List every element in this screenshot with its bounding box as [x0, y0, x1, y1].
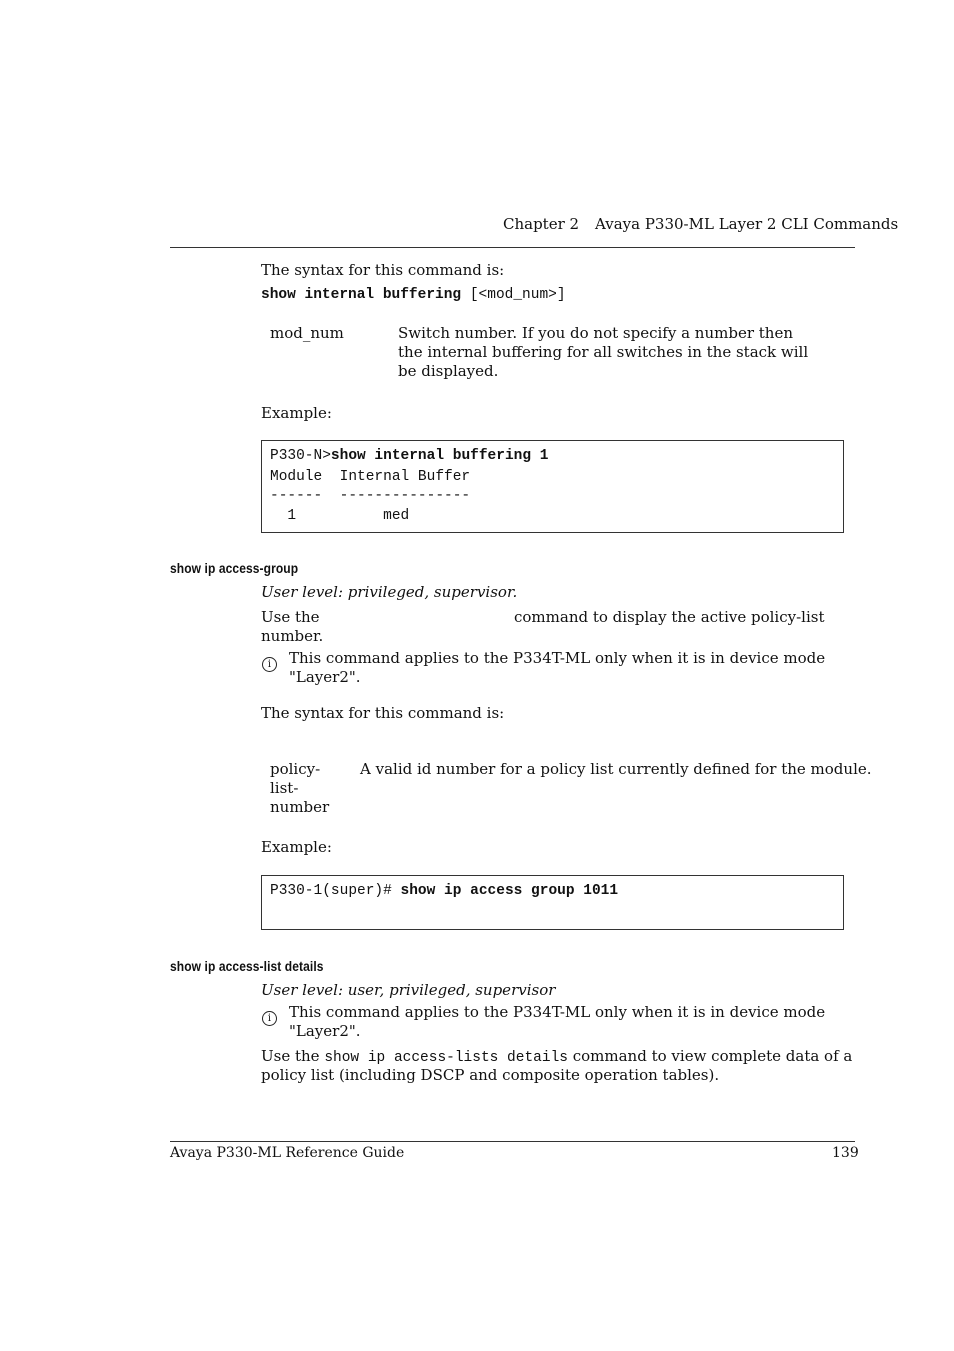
footer-guide-title: Avaya P330-ML Reference Guide [170, 1145, 405, 1161]
use-description-cont: number. [261, 627, 324, 645]
param-name-line: number [270, 798, 330, 816]
syntax-line [261, 285, 566, 305]
note-line: "Layer2". [289, 1022, 361, 1040]
code-output-line: 1 med [270, 508, 410, 524]
example-label: Example: [261, 838, 332, 856]
param-description-line: Switch number. If you do not specify a number then [398, 324, 793, 342]
note-line: This command applies to the P334T-ML only when it is in device mode [289, 649, 826, 667]
param-description-line: the internal buffering for all switches in the stack will [398, 343, 809, 361]
code-example-box [261, 875, 844, 930]
user-level: User level: user, privileged, supervisor [261, 981, 556, 999]
chapter-title: Avaya P330-ML Layer 2 CLI Commands [595, 215, 899, 233]
section-heading: show ip access-group [170, 560, 299, 576]
header-rule [170, 247, 855, 248]
footer-rule [170, 1141, 855, 1142]
code-command: show internal buffering 1 [330, 448, 549, 464]
code-command-line [270, 881, 618, 901]
code-output-line: Module Internal Buffer [270, 469, 471, 485]
code-command-line [270, 446, 548, 466]
section-heading: show ip access-list details [170, 958, 324, 974]
info-icon: i [262, 652, 277, 672]
param-name: mod_num [270, 324, 344, 342]
param-description: A valid id number for a policy list currently defined for the module. [360, 760, 872, 778]
code-output-line: ------ --------------- [270, 488, 471, 504]
chapter-label: Chapter 2 [503, 215, 580, 233]
code-prompt: P330-1(super)# [270, 883, 401, 899]
param-name-line: policy- [270, 760, 321, 778]
inline-code: show ip access-lists details [324, 1050, 568, 1066]
syntax-command: show internal buffering [261, 287, 462, 303]
example-label: Example: [261, 404, 332, 422]
code-prompt: P330-N> [270, 448, 331, 464]
use-description-cont: policy list (including DSCP and composite operation tables). [261, 1066, 720, 1084]
note-text [289, 1003, 825, 1041]
info-icon: i [262, 1006, 277, 1026]
note-line: "Layer2". [289, 668, 361, 686]
syntax-intro: The syntax for this command is: [261, 704, 505, 722]
page-number: 139 [832, 1145, 859, 1161]
param-description-line: be displayed. [398, 362, 499, 380]
syntax-intro: The syntax for this command is: [261, 261, 505, 279]
use-description [261, 1047, 852, 1068]
use-the-text: Use the [261, 1047, 325, 1065]
use-description-rest: command to view complete data of a [567, 1047, 853, 1065]
code-example-box [261, 440, 844, 533]
use-the-text: Use the [261, 608, 320, 626]
param-name-line: list- [270, 779, 299, 797]
syntax-parameter: [<mod_num>] [461, 287, 566, 303]
user-level: User level: privileged, supervisor. [261, 583, 518, 601]
note-line: This command applies to the P334T-ML only when it is in device mode [289, 1003, 826, 1021]
param-name [270, 760, 329, 817]
param-description [398, 324, 808, 381]
use-description: command to display the active policy-list [514, 608, 825, 626]
code-command: show ip access group 1011 [400, 883, 619, 899]
note-text [289, 649, 825, 687]
